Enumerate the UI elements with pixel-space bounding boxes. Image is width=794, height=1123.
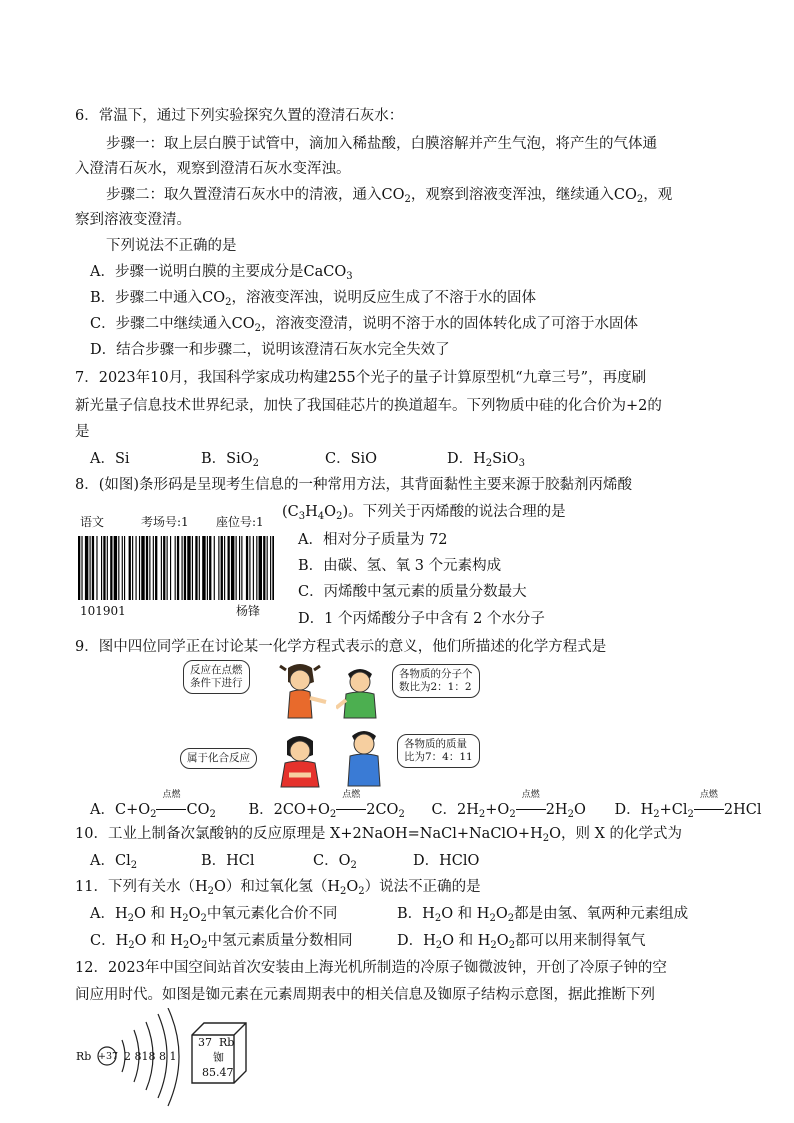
atom-nucleus: +37 (98, 1051, 119, 1062)
barcode-bar (241, 536, 242, 600)
barcode-seat: 座位号:1 (216, 515, 264, 529)
barcode-bar (153, 536, 154, 600)
barcode-bar (110, 536, 112, 600)
barcode-bar (209, 536, 211, 600)
q6-option-b: B．步骤二中通入$CO_2$，溶液变浑浊，说明反应生成了不溶于水的固体 (90, 290, 537, 308)
barcode-bar (101, 536, 102, 600)
cell-mass: 85.47 (202, 1066, 234, 1079)
barcode-bar (263, 536, 265, 600)
barcode-room: 考场号:1 (141, 515, 189, 529)
q11-option-d: D．$H_2O$ 和 $H_2O_2$都可以用来制得氧气 (397, 933, 646, 951)
barcode-bar (195, 536, 197, 600)
barcode-bar (122, 536, 123, 600)
atom-electrons: 2 818 8 1 (124, 1050, 177, 1063)
q9-options (90, 790, 762, 820)
barcode-bar (146, 536, 148, 600)
barcode-bar (107, 536, 108, 600)
barcode-bar (155, 536, 157, 600)
barcode-bar (231, 536, 234, 600)
cell-name: 铷 (213, 1051, 224, 1064)
q7-line3: 是 (75, 424, 90, 440)
barcode-bar (272, 536, 274, 600)
barcode-bar (85, 536, 88, 600)
barcode-bar (92, 536, 94, 600)
q8-line1: 8．(如图)条形码是呈现考生信息的一种常用方法，其背面黏性主要来源于胶黏剂丙烯酸 (75, 477, 633, 493)
barcode-bar (124, 536, 125, 600)
q6-step2-line1: 步骤二：取久置澄清石灰水中的清液，通入$CO_2$，观察到溶液变浑浊，继续通入$CO_2$，观 (106, 187, 673, 205)
q10-option-a: A．$Cl_2$ (90, 853, 138, 871)
barcode-bar (224, 536, 225, 600)
barcode-bar (228, 536, 230, 600)
q11-option-b: B．$H_2O$ 和 $H_2O_2$都是由氢、氧两种元素组成 (397, 906, 689, 924)
q6-step2-line2: 察到溶液变澄清。 (75, 212, 191, 228)
q7-option-c: C．SiO (325, 451, 378, 467)
barcode-bar (259, 536, 262, 600)
barcode-bar (78, 536, 80, 600)
barcode-bar (139, 536, 140, 600)
barcode-bar (129, 536, 131, 600)
barcode-bar (267, 536, 268, 600)
barcode-bar (103, 536, 105, 600)
barcode-bar (192, 536, 193, 600)
barcode-bar (118, 536, 119, 600)
barcode-bar (177, 536, 179, 600)
q9-stem: 9．图中四位同学正在讨论某一化学方程式表示的意义，他们所描述的化学方程式是 (75, 639, 607, 655)
barcode-bar (170, 536, 171, 600)
barcode-bar (221, 536, 223, 600)
q6-step1-line1: 步骤一：取上层白膜于试管中，滴加入稀盐酸，白膜溶解并产生气泡，将产生的气体通 (106, 136, 657, 152)
barcode-bar (214, 536, 215, 600)
q9-bubble-4: 各物质的质量 比为7：4：11 (397, 734, 480, 768)
q10-option-b: B．HCl (201, 853, 255, 869)
q6-option-c: C．步骤二中继续通入$CO_2$，溶液变澄清，说明不溶于水的固体转化成了可溶于水固体 (90, 316, 638, 334)
q9-option-b: B．$2CO+O_2$ 点燃 $2CO_2$ (248, 790, 405, 820)
q9-option-c: C．$2H_2+O_2$ 点燃 $2H_2O$ (431, 790, 586, 820)
barcode-bar (141, 536, 144, 600)
q11-line1: 11．下列有关水$(H_2O)$和过氧化氢$(H_2O_2)$说法不正确的是 (75, 879, 481, 897)
barcode-bar (114, 536, 117, 600)
barcode-bar (167, 536, 168, 600)
q8-option-b: B．由碳、氢、氧 3 个元素构成 (298, 558, 502, 574)
barcode-bar (81, 536, 82, 600)
q10-option-c: C．$O_2$ (313, 853, 357, 871)
barcode-bar (90, 536, 91, 600)
barcode-bar (184, 536, 186, 600)
barcode-bar (202, 536, 205, 600)
q7-line1: 7．2023年10月，我国科学家成功构建255个光子的量子计算原型机“九章三号”，再度刷 (75, 370, 647, 386)
q6-option-d: D．结合步骤一和步骤二，说明该澄清石灰水完全失效了 (90, 342, 450, 358)
q7-option-d: D．$H_2SiO_3$ (447, 451, 525, 469)
barcode-bar (246, 536, 248, 600)
q11-option-c: C．$H_2O$ 和 $H_2O_2$中氢元素质量分数相同 (90, 933, 353, 951)
q8-option-c: C．丙烯酸中氢元素的质量分数最大 (298, 584, 527, 600)
barcode-bar (187, 536, 190, 600)
q6-question: 下列说法不正确的是 (106, 238, 237, 254)
q10-option-d: D．HClO (413, 853, 480, 869)
barcode-bar (161, 536, 162, 600)
barcode-bar (149, 536, 150, 600)
q8-line2: $(C_3H_4O_2)$。下列关于丙烯酸的说法合理的是 (282, 504, 566, 522)
barcode-bars (78, 536, 274, 600)
student-boy-1 (336, 664, 386, 720)
q7-option-a: A．Si (90, 451, 130, 467)
q8-option-a: A．相对分子质量为 72 (298, 532, 448, 548)
q6-stem: 6．常温下，通过下列实验探究久置的澄清石灰水： (75, 108, 404, 124)
barcode-bar (96, 536, 97, 600)
barcode-bar (239, 536, 240, 600)
q9-bubble-1: 反应在点燃 条件下进行 (183, 660, 250, 694)
barcode-bar (163, 536, 165, 600)
barcode-bar (132, 536, 133, 600)
barcode-subject: 语文 (80, 515, 105, 529)
q9-bubble-2: 各物质的分子个 数比为2：1：2 (392, 664, 480, 698)
q9-option-a: A．$C+O_2$ 点燃 $CO_2$ (90, 790, 216, 820)
barcode-bar (256, 536, 257, 600)
q8-option-d: D．1 个丙烯酸分子中含有 2 个水分子 (298, 611, 545, 627)
q7-line2: 新光量子信息技术世界纪录，加快了我国硅芯片的换道超车。下列物质中硅的化合价为+2的 (75, 398, 662, 414)
q12-line1: 12．2023年中国空间站首次安装由上海光机所制造的冷原子铷微波钟，开创了冷原子钟的空 (75, 960, 667, 976)
student-boy-2 (342, 728, 388, 788)
barcode-bar (270, 536, 271, 600)
barcode-bar (182, 536, 183, 600)
barcode-number: 101901 (80, 604, 126, 618)
barcode-bar (253, 536, 254, 600)
q10-line1: 10．工业上制备次氯酸钠的反应原理是 $X+2NaOH=NaCl+NaClO+H_2O$，则 X 的化学式为 (75, 826, 683, 844)
q9-bubble-3: 属于化合反应 (180, 748, 257, 769)
q7-option-b: B．SiO$_2$ (201, 451, 259, 469)
q11-option-a: A．$H_2O$ 和 $H_2O_2$中氧元素化合价不同 (90, 906, 338, 924)
barcode-bar (218, 536, 219, 600)
barcode-bar (175, 536, 176, 600)
barcode-bar (136, 536, 137, 600)
barcode-name: 杨锋 (236, 604, 261, 618)
atom-symbol: Rb (76, 1050, 92, 1063)
q6-step1-line2: 入澄清石灰水，观察到澄清石灰水变浑浊。 (75, 161, 351, 177)
student-girl-2 (275, 733, 333, 789)
barcode-bar (199, 536, 200, 600)
q6-option-a: A．步骤一说明白膜的主要成分是CaCO$_3$ (90, 264, 353, 282)
barcode-bar (236, 536, 237, 600)
student-girl-1 (278, 662, 333, 720)
q12-line2: 间应用时代。如图是铷元素在元素周期表中的相关信息及铷原子结构示意图，据此推断下列 (75, 987, 655, 1003)
barcode-bar (249, 536, 250, 600)
barcode-bar (207, 536, 208, 600)
cell-symbol: Rb (219, 1036, 235, 1049)
cell-number: 37 (198, 1036, 212, 1049)
q9-option-d: D．$H_2+Cl_2$ 点燃 2HCl (614, 790, 762, 820)
